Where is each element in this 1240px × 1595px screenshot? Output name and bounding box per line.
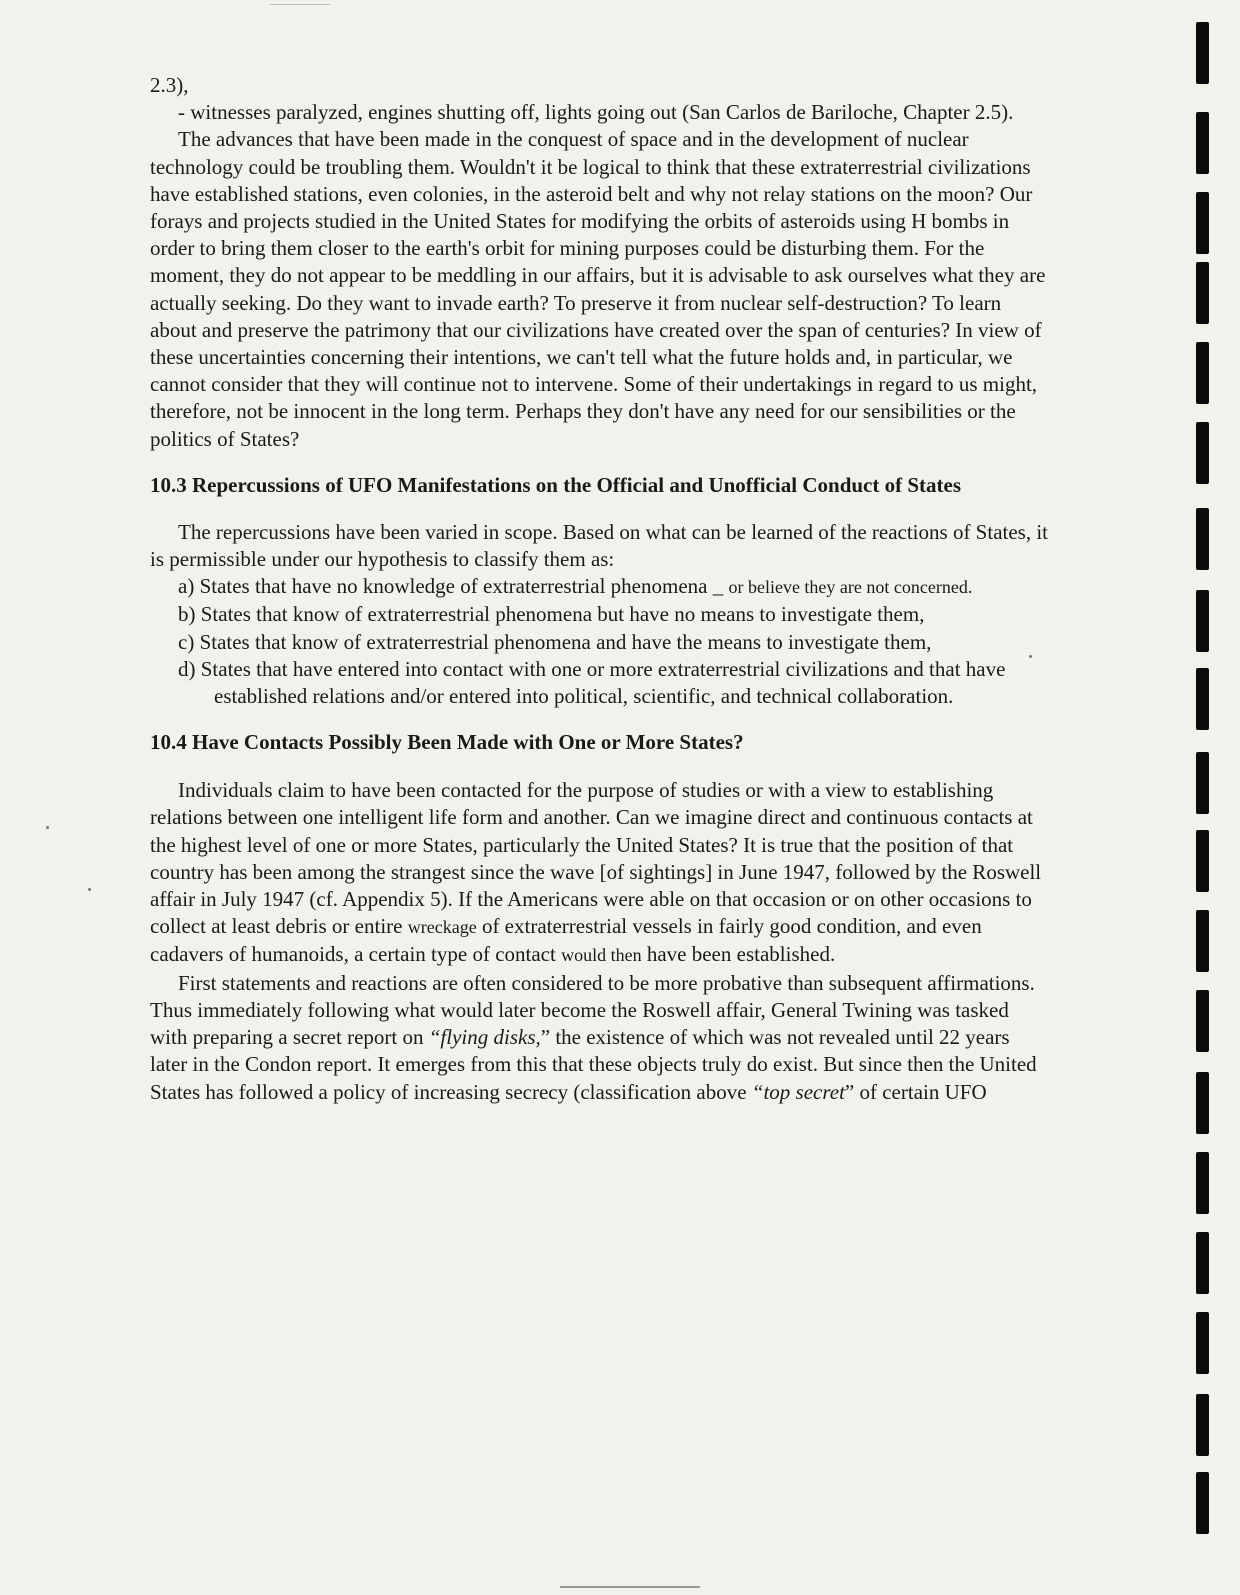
- list-item-a-small-text: or believe they are not concerned.: [728, 577, 973, 598]
- binding-hole: [1196, 1152, 1209, 1214]
- paragraph-contacts-part-2: wreckage: [407, 917, 477, 938]
- binding-hole: [1196, 752, 1209, 814]
- list-item-a: [150, 573, 1050, 601]
- section-heading-10-3: 10.3 Repercussions of UFO Manifestations on the Official and Unofficial Conduct of States: [150, 472, 962, 497]
- binding-hole: [1196, 422, 1209, 484]
- paragraph-contacts-part-5: have been established.: [646, 942, 836, 967]
- paragraph-first-statements: [150, 970, 1050, 1106]
- document-body: [150, 72, 1050, 1106]
- binding-hole: [1196, 192, 1209, 254]
- line-fragment: 2.3),: [150, 73, 189, 97]
- list-item-b: b) States that know of extraterrestrial phenomena but have no means to investigate them,: [178, 602, 925, 627]
- binding-hole: [1196, 22, 1209, 84]
- binding-hole: [1196, 1312, 1209, 1374]
- binding-hole: [1196, 990, 1209, 1052]
- scan-speck: [1029, 655, 1032, 658]
- italic-flying-disks: “flying disks,: [428, 1025, 541, 1050]
- binding-hole: [1196, 590, 1209, 652]
- binding-hole: [1196, 112, 1209, 174]
- binding-hole: [1196, 1232, 1209, 1294]
- paragraph-contacts-part-4: would then: [561, 945, 642, 966]
- binding-hole: [1196, 1072, 1209, 1134]
- paragraph-first-statements-part-3: ” of certain UFO: [844, 1079, 987, 1104]
- binding-hole: [1196, 508, 1209, 570]
- binding-hole: [1196, 262, 1209, 324]
- list-item-witnesses: - witnesses paralyzed, engines shutting off, lights going out (San Carlos de Bariloche, Chapter 2.5).: [178, 100, 1014, 125]
- paragraph-contacts: [150, 777, 1050, 969]
- scan-artifact-top: [270, 4, 330, 5]
- list-item-d: d) States that have entered into contact with one or more extraterrestrial civilizations and that have established relations and/or entered into political, scientific, and technical collaboration.: [178, 656, 1006, 709]
- scan-artifact-bottom: [560, 1586, 700, 1588]
- scan-speck: [88, 888, 91, 891]
- paragraph-first-statements-part-1: First statements and reactions are often considered to be more probative than subsequent affirmations. Thus immediately following what would later become the Roswell affair, General Twining was tasked with preparing a secret report on: [150, 970, 1035, 1050]
- paragraph-first-statements-part-2: ” the existence of which was not revealed until 22 years later in the Condon report. It emerges from this that these objects truly do exist. But since then the United States has followed a policy of increasing secrecy (classification above: [150, 1025, 1037, 1104]
- binding-hole: [1196, 668, 1209, 730]
- list-item-a-text: a) States that have no knowledge of extraterrestrial phenomena _: [178, 574, 724, 599]
- binding-hole: [1196, 830, 1209, 892]
- scan-speck: [46, 826, 49, 829]
- italic-top-secret: “top secret: [751, 1079, 845, 1104]
- paragraph-repercussions: The repercussions have been varied in scope. Based on what can be learned of the reactions of States, it is permissible under our hypothesis to classify them as:: [150, 519, 1049, 572]
- list-item-c: c) States that know of extraterrestrial phenomena and have the means to investigate them,: [178, 629, 932, 654]
- binding-hole: [1196, 342, 1209, 404]
- paragraph-contacts-part-1: Individuals claim to have been contacted for the purpose of studies or with a view to establishing relations between one intelligent life form and another. Can we imagine direct and continuous contacts at the highest level of one or more States, particularly the United States? It is true that the position of that country has been among the strangest since the wave [of sightings] in June 1947, followed by the Roswell affair in July 1947 (cf. Appendix 5). If the Americans were able on that occasion or on other occasions to collect at least debris or entire: [150, 778, 1042, 939]
- paragraph-advances: The advances that have been made in the conquest of space and in the development of nuclear technology could be troubling them. Wouldn't it be logical to think that these extraterrestrial civilizations have established stations, even colonies, in the asteroid belt and why not relay stations on the moon? Our forays and projects studied in the United States for modifying the orbits of asteroids using H bombs in order to bring them closer to the earth's orbit for mining purposes could be disturbing them. For the moment, they do not appear to be meddling in our affairs, but it is advisable to ask ourselves what they are actually seeking. Do they want to invade earth? To preserve it from nuclear self-destruction? To learn about and preserve the patrimony that our civilizations have created over the span of centuries? In view of these uncertainties concerning their intentions, we can't tell what the future holds and, in particular, we cannot consider that they will continue not to intervene. Some of their undertakings in regard to us might, therefore, not be innocent in the long term. Perhaps they don't have any need for our sensibilities or the politics of States?: [150, 127, 1046, 451]
- paragraph-contacts-part-3: of extraterrestrial vessels in fairly good condition, and even cadavers of humanoids, a certain type of contact: [150, 914, 982, 967]
- section-heading-10-4: 10.4 Have Contacts Possibly Been Made with One or More States?: [150, 730, 744, 755]
- binding-hole: [1196, 910, 1209, 972]
- binding-hole: [1196, 1472, 1209, 1534]
- binding-hole: [1196, 1394, 1209, 1456]
